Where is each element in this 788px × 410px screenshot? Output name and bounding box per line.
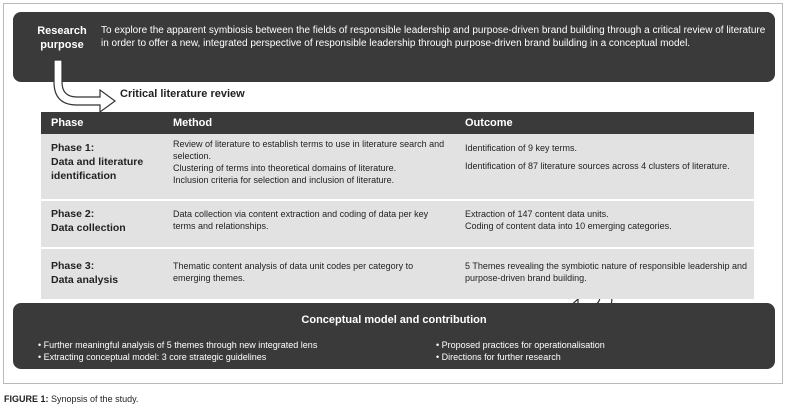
caption-label: FIGURE 1: xyxy=(4,394,49,404)
method-cell: Thematic content analysis of data unit codes per category to emerging themes. xyxy=(173,261,414,283)
table-header-row xyxy=(41,112,754,134)
phase-cell: Phase 2: Data collection xyxy=(51,208,126,234)
outcome-cell: Identification of 9 key terms. Identification of 87 literature sources across 4 clusters of literature. xyxy=(465,143,730,171)
caption-text: Synopsis of the study. xyxy=(51,394,139,404)
outcome-cell: Extraction of 147 content data units. Coding of content data into 10 emerging categories. xyxy=(465,209,672,231)
outcome-cell: 5 Themes revealing the symbiotic nature of responsible leadership and purpose-driven brand building. xyxy=(465,261,747,283)
table-row xyxy=(41,249,754,299)
method-cell: Data collection via content extraction and coding of data per key terms and relationships. xyxy=(173,209,429,231)
method-cell: Review of literature to establish terms to use in literature search and selection. Clustering of terms into theoretical domains of literature. Inclusion criteria for selection and inclusion of literature. xyxy=(173,139,445,185)
phase-cell: Phase 3: Data analysis xyxy=(51,260,119,286)
header-phase: Phase xyxy=(51,117,84,129)
figure-caption xyxy=(4,394,138,404)
header-method: Method xyxy=(173,117,213,129)
table-row xyxy=(41,201,754,249)
research-purpose-text: To explore the apparent symbiosis between the fields of responsible leadership and purpose-driven brand building through a critical review of literature in order to offer a new, integrated perspective of responsible leadership through purpose-driven brand building in a conceptual model. xyxy=(101,25,766,49)
conceptual-model-title: Conceptual model and contribution xyxy=(301,314,487,326)
header-outcome: Outcome xyxy=(465,117,513,129)
critical-review-label: Critical literature review xyxy=(120,88,245,100)
table-row xyxy=(41,134,754,201)
bullet-left-2: • Extracting conceptual model: 3 core strategic guidelines xyxy=(38,352,267,362)
research-purpose-label: Research purpose xyxy=(37,25,87,51)
bullet-right-2: • Directions for further research xyxy=(436,352,561,362)
bullet-left-1: • Further meaningful analysis of 5 themes through new integrated lens xyxy=(38,340,318,350)
bullet-right-1: • Proposed practices for operationalisation xyxy=(436,340,605,350)
flow-arrow-top xyxy=(54,60,115,112)
phase-cell: Phase 1: Data and literature identification xyxy=(51,142,144,182)
